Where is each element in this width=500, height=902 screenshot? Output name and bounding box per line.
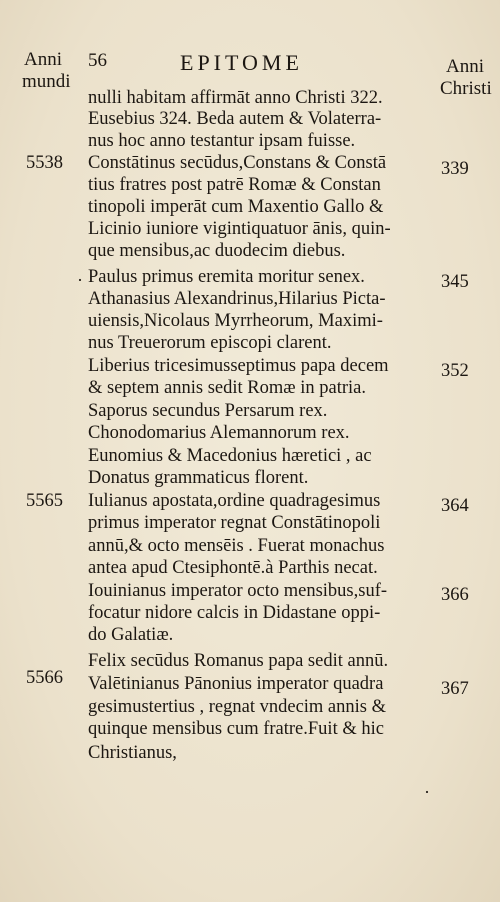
text-line: tius fratres post patrē Romæ & Constan — [88, 175, 381, 195]
margin-header-christi: Christi — [440, 78, 492, 99]
year-christi: 366 — [441, 585, 469, 605]
text-line: nus Treuerorum episcopi clarent. — [88, 333, 332, 353]
text-line: nus hoc anno testantur ipsam fuisse. — [88, 131, 356, 151]
text-line: Athanasius Alexandrinus,Hilarius Picta- — [88, 289, 386, 309]
text-line: Iouinianus imperator octo mensibus,suf- — [88, 581, 388, 601]
running-title: EPITOME — [180, 50, 303, 75]
text-line: Liberius tricesimusseptimus papa decem — [88, 356, 389, 376]
year-christi: 339 — [441, 159, 469, 179]
text-line: tinopoli imperāt cum Maxentio Gallo & — [88, 197, 384, 217]
year-christi: 345 — [441, 272, 469, 292]
text-line: & septem annis sedit Romæ in patria. — [88, 378, 366, 398]
text-line: Christianus, — [88, 743, 177, 763]
page-number: 56 — [88, 50, 107, 71]
text-line: annū,& octo mensēis . Fuerat monachus — [88, 536, 385, 556]
margin-header-mundi: mundi — [22, 71, 71, 92]
text-line: que mensibus,ac duodecim diebus. — [88, 241, 346, 261]
text-line: antea apud Ctesiphontē.à Parthis necat. — [88, 558, 378, 578]
year-christi: 364 — [441, 496, 469, 516]
text-line: focatur nidore calcis in Didastane oppi- — [88, 603, 381, 623]
text-line: Iulianus apostata,ordine quadragesimus — [88, 491, 381, 511]
text-line: nulli habitam affirmāt anno Christi 322. — [88, 88, 383, 108]
ink-dot: · — [424, 782, 430, 802]
year-mundi: 5566 — [26, 668, 63, 688]
text-line: gesimustertius , regnat vndecim annis & — [88, 697, 386, 717]
text-line: uiensis,Nicolaus Myrrheorum, Maximi- — [88, 311, 383, 331]
year-christi: 367 — [441, 679, 469, 699]
text-line: Licinio iuniore vigintiquatuor ānis, quin- — [88, 219, 391, 239]
year-christi: 352 — [441, 361, 469, 381]
margin-header-anni-christi: Anni — [446, 56, 484, 77]
ink-dot: · — [77, 270, 83, 290]
text-line: Saporus secundus Persarum rex. — [88, 401, 328, 421]
margin-header-anni-mundi: Anni — [24, 49, 62, 70]
text-line: quinque mensibus cum fratre.Fuit & hic — [88, 719, 384, 739]
text-line: Eusebius 324. Beda autem & Volaterra- — [88, 109, 382, 129]
text-line: Chonodomarius Alemannorum rex. — [88, 423, 350, 443]
text-line: do Galatiæ. — [88, 625, 174, 645]
text-line: Valētinianus Pānonius imperator quadra — [88, 674, 384, 694]
text-line: Paulus primus eremita moritur senex. — [88, 267, 365, 287]
text-line: Eunomius & Macedonius hæretici , ac — [88, 446, 372, 466]
text-line: Felix secūdus Romanus papa sedit annū. — [88, 651, 389, 671]
text-line: primus imperator regnat Constātinopoli — [88, 513, 381, 533]
text-line: Constātinus secūdus,Constans & Constā — [88, 153, 387, 173]
year-mundi: 5565 — [26, 491, 63, 511]
year-mundi: 5538 — [26, 153, 63, 173]
text-line: Donatus grammaticus florent. — [88, 468, 309, 488]
